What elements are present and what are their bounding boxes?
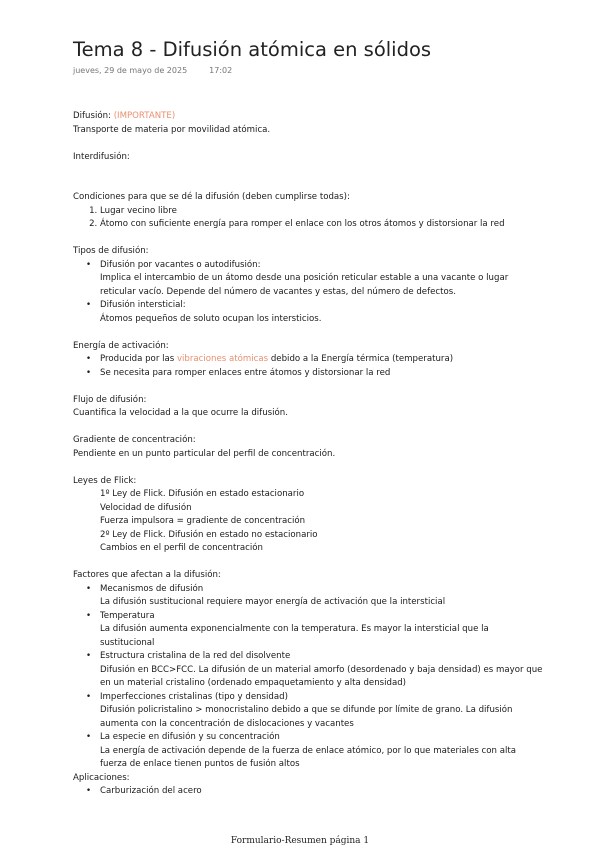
list-item: 1. Lugar vecino libre (100, 205, 543, 219)
highlight-text: vibraciones atómicas (176, 354, 269, 364)
condiciones-list (73, 205, 543, 232)
flujo-text: Cuantifica la velocidad a la que ocurre la difusión. (73, 408, 288, 418)
list-item: • Producida por las vibraciones atómicas debido a la Energía térmica (temperatura) (100, 353, 543, 367)
list-item: • Temperatura La difusión aumenta exponencialmente con la temperatura. Es mayor la intersticial que la sustitucional (100, 610, 543, 651)
tipos-list (73, 259, 543, 327)
leyes-block (73, 488, 543, 556)
note-body (73, 110, 543, 799)
factores-list (73, 583, 543, 772)
condiciones-heading: Condiciones para que se dé la difusión (deben cumplirse todas): (73, 192, 350, 202)
list-item: • Se necesita para romper enlaces entre átomos y distorsionar la red (100, 367, 543, 381)
list-item: • Estructura cristalina de la red del disolvente Difusión en BCC>FCC. La difusión de un material amorfo (desordenado y baja densidad) es mayor que en un material cristalino (ordenado empaquetamiento y alta densidad) (100, 650, 543, 691)
list-item: • Carburización del acero (100, 785, 543, 799)
page-date: jueves, 29 de mayo de 2025 (73, 66, 188, 75)
list-item: • Difusión intersticial: Átomos pequeños de soluto ocupan los intersticios. (100, 299, 543, 326)
leyes-line: Fuerza impulsora = gradiente de concentración (100, 516, 306, 526)
gradiente-heading: Gradiente de concentración: (73, 435, 196, 445)
flujo-heading: Flujo de difusión: (73, 394, 147, 405)
list-item: • La especie en difusión y su concentración La energía de activación depende de la fuerza de enlace atómico, por lo que materiales con alta fuerza de enlace tienen puntos de fusión altos (100, 731, 543, 772)
energia-list (73, 353, 543, 380)
leyes-line: 1º Ley de Flick. Difusión en estado estacionario (100, 489, 305, 499)
factores-heading: Factores que afectan a la difusión: (73, 570, 221, 580)
interdifusion-heading: Interdifusión: (73, 151, 130, 162)
leyes-line: Velocidad de difusión (100, 502, 192, 513)
leyes-line: Cambios en el perfil de concentración (100, 543, 263, 553)
energia-heading: Energía de activación: (73, 340, 169, 351)
important-tag: (IMPORTANTE) (113, 111, 176, 121)
list-item: • Difusión por vacantes o autodifusión: Implica el intercambio de un átomo desde una posición reticular estable a una vacante o lugar reticular vacío. Depende del número de vacantes y estas, del número de defectos. (100, 259, 543, 300)
page-time: 17:02 (209, 66, 233, 75)
page-metadata (73, 66, 232, 75)
page-title: Tema 8 - Difusión atómica en sólidos (73, 38, 432, 61)
leyes-heading: Leyes de Flick: (73, 475, 137, 486)
page-footer: Formulario-Resumen página 1 (230, 836, 370, 846)
leyes-line: 2º Ley de Flick. Difusión en estado no estacionario (100, 529, 318, 540)
list-item: 2. Átomo con suficiente energía para romper el enlace con los otros átomos y distorsionar la red (100, 218, 543, 232)
difusion-text: Transporte de materia por movilidad atómica. (73, 124, 271, 135)
list-item: • Imperfecciones cristalinas (tipo y densidad) Difusión policristalino > monocristalino debido a que se difunde por límite de grano. La difusión aumenta con la concentración de dislocaciones y vacantes (100, 691, 543, 732)
aplicaciones-list (73, 785, 543, 799)
tipos-heading: Tipos de difusión: (73, 246, 149, 256)
gradiente-text: Pendiente en un punto particular del perfil de concentración. (73, 448, 336, 459)
difusion-heading: Difusión: (IMPORTANTE) (73, 111, 176, 121)
list-item: • Mecanismos de difusión La difusión sustitucional requiere mayor energía de activación que la intersticial (100, 583, 543, 610)
aplicaciones-heading: Aplicaciones: (73, 772, 130, 783)
